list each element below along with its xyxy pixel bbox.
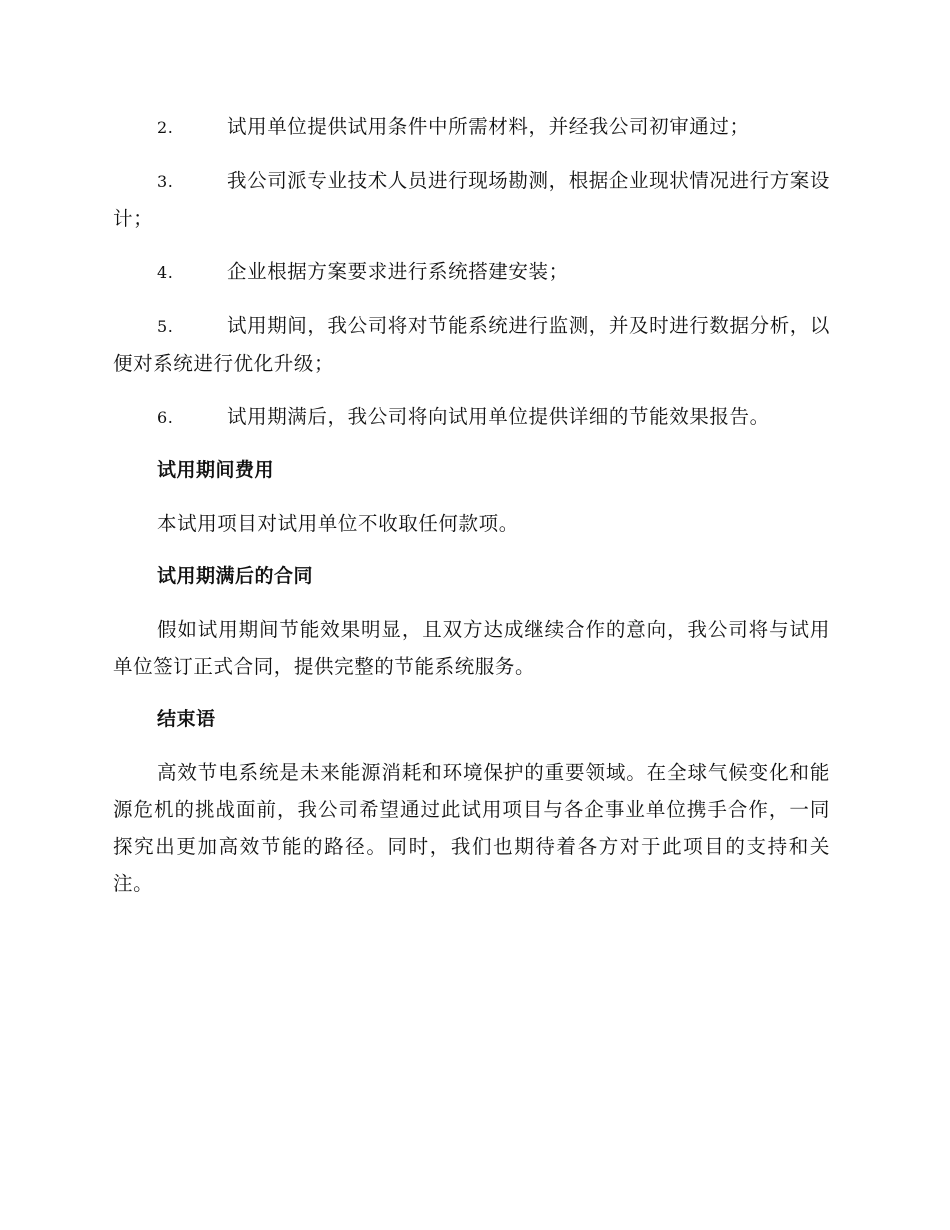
list-number: 3.	[157, 172, 174, 191]
list-number: 4.	[157, 263, 174, 282]
list-text: 我公司派专业技术人员进行现场勘测，根据企业现状情况进行方案设计；	[113, 169, 831, 230]
list-item	[113, 253, 830, 291]
list-number: 2.	[157, 118, 174, 137]
section-body-contract: 假如试用期间节能效果明显，且双方达成继续合作的意向，我公司将与试用单位签订正式合同，提供完整的节能系统服务。	[113, 618, 830, 678]
section-heading-conclusion: 结束语	[157, 708, 216, 730]
list-text: 试用单位提供试用条件中所需材料，并经我公司初审通过；	[227, 115, 750, 138]
list-number: 6.	[157, 408, 174, 427]
list-item	[113, 398, 830, 436]
list-item	[113, 162, 830, 237]
list-text: 企业根据方案要求进行系统搭建安装；	[227, 260, 569, 283]
section-heading-fees: 试用期间费用	[157, 459, 275, 481]
list-number: 5.	[157, 317, 174, 336]
list-text: 试用期满后，我公司将向试用单位提供详细的节能效果报告。	[227, 405, 770, 428]
list-item	[113, 108, 830, 146]
list-item	[113, 307, 830, 382]
section-heading-contract: 试用期满后的合同	[157, 565, 314, 587]
section-body-conclusion: 高效节电系统是未来能源消耗和环境保护的重要领域。在全球气候变化和能源危机的挑战面前，我公司希望通过此试用项目与各企事业单位携手合作，一同探究出更加高效节能的路径。同时，我们也期待着各方对于此项目的支持和关注。	[113, 761, 830, 895]
section-body-fees: 本试用项目对试用单位不收取任何款项。	[157, 512, 519, 535]
list-text: 试用期间，我公司将对节能系统进行监测，并及时进行数据分析，以便对系统进行优化升级；	[113, 314, 831, 375]
